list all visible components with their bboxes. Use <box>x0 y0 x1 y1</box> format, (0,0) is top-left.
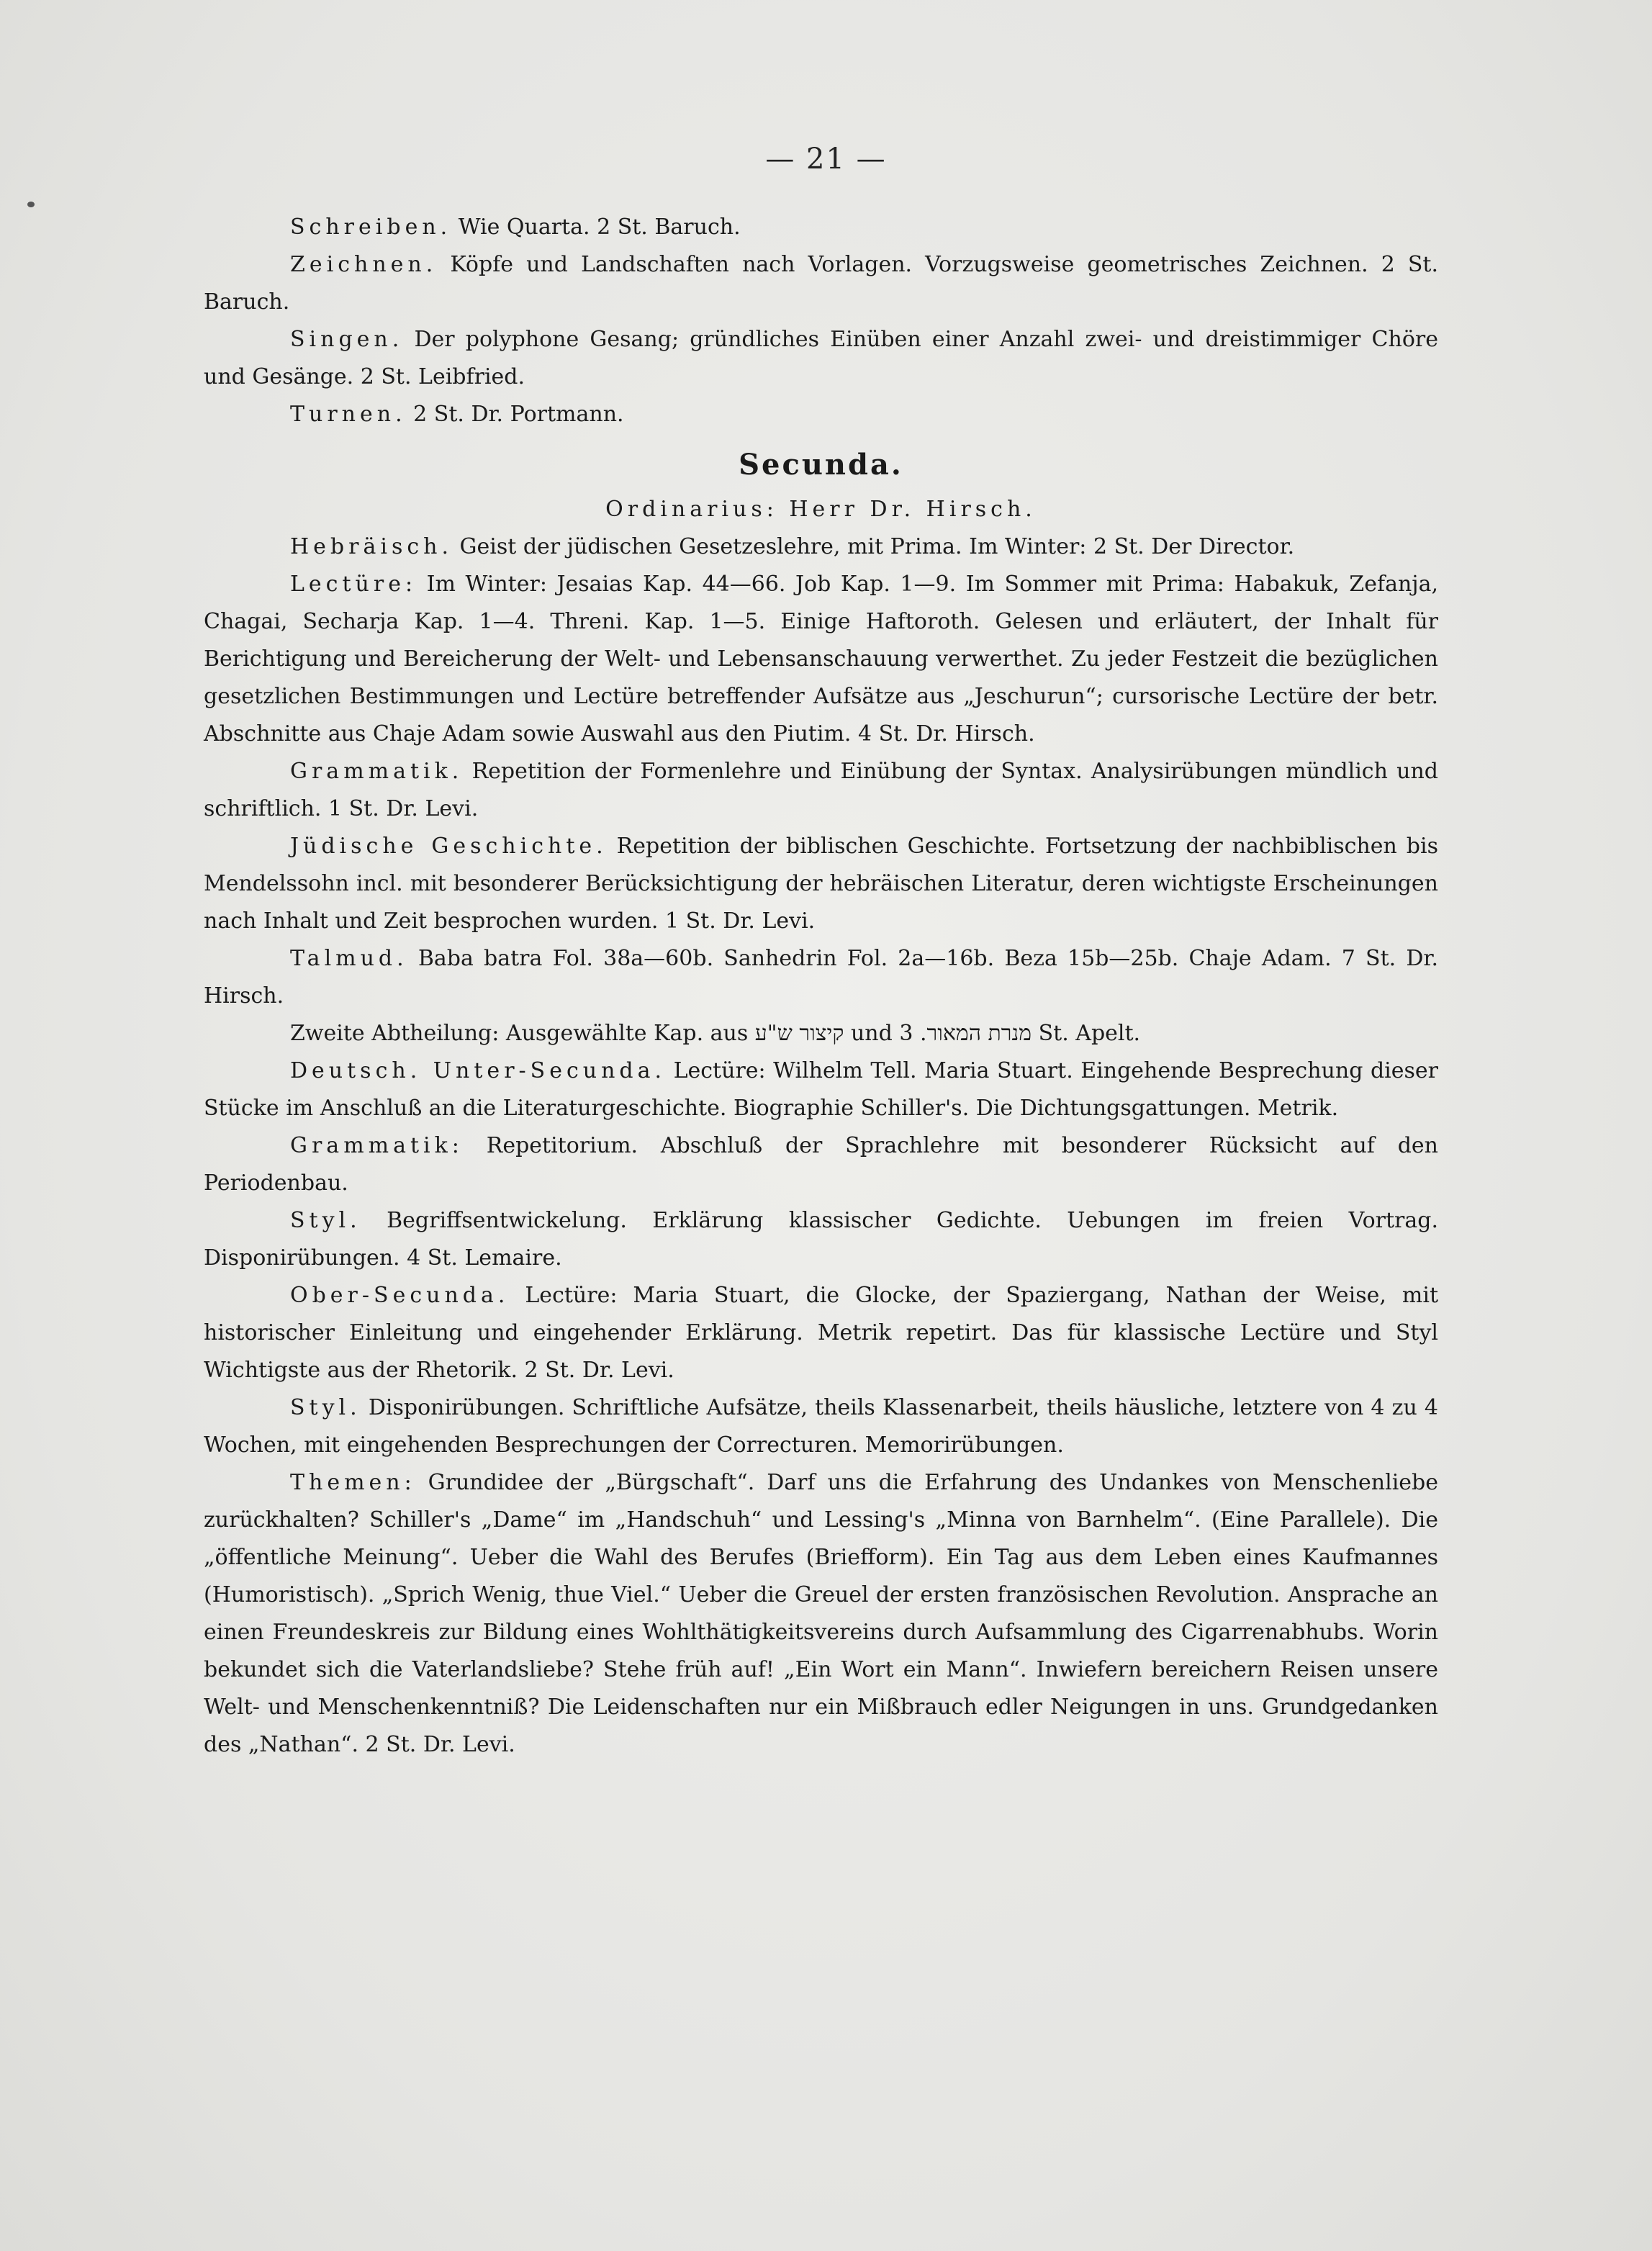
paragraph-text: Lectüre: Wilhelm Tell. Maria Stuart. Eingehende Besprechung dieser Stücke im Anschluß an die Literaturgeschichte. Biographie Schiller's. Die Dichtungsgattungen. Metrik. <box>204 1058 1438 1121</box>
paragraph-text: Geist der jüdischen Gesetzeslehre, mit Prima. Im Winter: 2 St. Der Director. <box>453 534 1295 559</box>
subject-lead: Themen: <box>290 1470 416 1495</box>
subject-lead: Jüdische Geschichte. <box>290 834 608 859</box>
paragraph-text: Grundidee der „Bürgschaft“. Darf uns die Erfahrung des Undankes von Menschenliebe zurückhalten? Schiller's „Dame“ im „Handschuh“ und Lessing's „Minna von Barnhelm“. (Eine Parallele). Die „öffentliche Meinung“. Ueber die Wahl des Berufes (Briefform). Ein Tag aus dem Leben eines Kaufmannes (Humoristisch). „Sprich Wenig, thue Viel.“ Ueber die Greuel der ersten französischen Revolution. Ansprache an einen Freundeskreis zur Bildung eines Wohlthätigkeitsvereins durch Aufsammlung des Cigarrenabhubs. Worin bekundet sich die Vaterlandsliebe? Stehe früh auf! „Ein Wort ein Mann“. Inwiefern bereichern Reisen unsere Welt- und Menschenkenntniß? Die Leidenschaften nur ein Mißbrauch edler Neigungen in uns. Grundgedanken des „Nathan“. 2 St. Dr. Levi. <box>204 1470 1438 1757</box>
ordinarius-line: Ordinarius: Herr Dr. Hirsch. <box>605 497 1037 522</box>
paragraph-turnen <box>204 396 1438 433</box>
paragraph-ober-secunda <box>204 1277 1438 1389</box>
paragraph-themen <box>204 1464 1438 1764</box>
paragraph-text: Ausgewählte Kap. aus קיצור ש"ע und מנרת המאור. 3 St. Apelt. <box>499 1021 1141 1046</box>
section-title: Secunda. <box>739 448 903 482</box>
paragraph-singen <box>204 321 1438 396</box>
paragraph-text: Disponirübungen. Schriftliche Aufsätze, theils Klassenarbeit, theils häusliche, letztere von 4 zu 4 Wochen, mit eingehenden Besprechungen der Correcturen. Memorirübungen. <box>204 1395 1438 1458</box>
paragraph-zeichnen <box>204 246 1438 321</box>
subject-lead: Turnen. <box>290 402 407 427</box>
subject-lead: Styl. <box>290 1395 361 1420</box>
paragraph-text: Repetitorium. Abschluß der Sprachlehre mit besonderer Rücksicht auf den Periodenbau. <box>204 1133 1438 1196</box>
paragraph-grammatik-deutsch <box>204 1127 1438 1202</box>
margin-speck <box>27 202 35 207</box>
subject-lead: Lectüre: <box>290 572 417 597</box>
paragraph-styl-ober <box>204 1389 1438 1464</box>
paragraph-text: Köpfe und Landschaften nach Vorlagen. Vorzugsweise geometrisches Zeichnen. 2 St. Baruch. <box>204 252 1438 315</box>
paragraph-talmud <box>204 940 1438 1015</box>
paragraph-text: Im Winter: Jesaias Kap. 44—66. Job Kap. 1—9. Im Sommer mit Prima: Habakuk, Zefanja, Chagai, Secharja Kap. 1—4. Threni. Kap. 1—5. Einige Haftoroth. Gelesen und erläutert, der Inhalt für Berichtigung und Bereicherung der Welt- und Lebensanschauung verwerthet. Zu jeder Festzeit die bezüglichen gesetzlichen Bestimmungen und Lectüre betreffender Aufsätze aus „Jeschurun“; cursorische Lectüre der betr. Abschnitte aus Chaje Adam sowie Auswahl aus den Piutim. 4 St. Dr. Hirsch. <box>204 572 1438 746</box>
paragraph-text: Der polyphone Gesang; gründliches Einüben einer Anzahl zwei- und dreistimmiger Chöre und Gesänge. 2 St. Leibfried. <box>204 327 1438 389</box>
paragraph-text: Lectüre: Maria Stuart, die Glocke, der Spaziergang, Nathan der Weise, mit historischer Einleitung und eingehender Erklärung. Metrik repetirt. Das für klassische Lectüre und Styl Wichtigste aus der Rhetorik. 2 St. Dr. Levi. <box>204 1283 1438 1383</box>
page-body <box>204 209 1438 1764</box>
subject-lead: Grammatik. <box>290 759 464 784</box>
paragraph-text: Repetition der biblischen Geschichte. Fortsetzung der nachbiblischen bis Mendelssohn incl. mit besonderer Berücksichtigung der hebräischen Literatur, deren wichtigste Erscheinungen nach Inhalt und Zeit besprochen wurden. 1 St. Dr. Levi. <box>204 834 1438 934</box>
subject-lead: Styl. <box>290 1208 361 1233</box>
paragraph-schreiben <box>204 209 1438 246</box>
subject-lead: Ober-Secunda. <box>290 1283 510 1308</box>
subject-lead: Schreiben. <box>290 215 452 240</box>
paragraph-deutsch-unter-secunda <box>204 1052 1438 1127</box>
subject-lead: Singen. <box>290 327 404 352</box>
paragraph-juedische-geschichte <box>204 828 1438 940</box>
paragraph-zweite-abtheilung <box>204 1015 1438 1052</box>
paragraph-lectuere <box>204 566 1438 753</box>
paragraph-hebraeisch <box>204 528 1438 566</box>
subject-lead: Hebräisch. <box>290 534 453 559</box>
paragraph-text: 2 St. Dr. Portmann. <box>406 402 624 427</box>
paragraph-text: Baba batra Fol. 38a—60b. Sanhedrin Fol. 2a—16b. Beza 15b—25b. Chaje Adam. 7 St. Dr. Hirsch. <box>204 946 1438 1009</box>
paragraph-text: Begriffsentwickelung. Erklärung klassischer Gedichte. Uebungen im freien Vortrag. Disponirübungen. 4 St. Lemaire. <box>204 1208 1438 1271</box>
page-number: — 21 — <box>765 143 887 176</box>
paragraph-text: Repetition der Formenlehre und Einübung der Syntax. Analysirübungen mündlich und schriftlich. 1 St. Dr. Levi. <box>204 759 1438 821</box>
paragraph-text: Wie Quarta. 2 St. Baruch. <box>451 215 741 240</box>
subject-lead: Zweite Abtheilung: <box>290 1021 500 1046</box>
paragraph-grammatik <box>204 753 1438 828</box>
subject-lead: Deutsch. Unter-Secunda. <box>290 1058 667 1083</box>
subject-lead: Talmud. <box>290 946 408 971</box>
subject-lead: Zeichnen. <box>290 252 438 277</box>
subject-lead: Grammatik: <box>290 1133 464 1158</box>
paragraph-styl-unter <box>204 1202 1438 1277</box>
